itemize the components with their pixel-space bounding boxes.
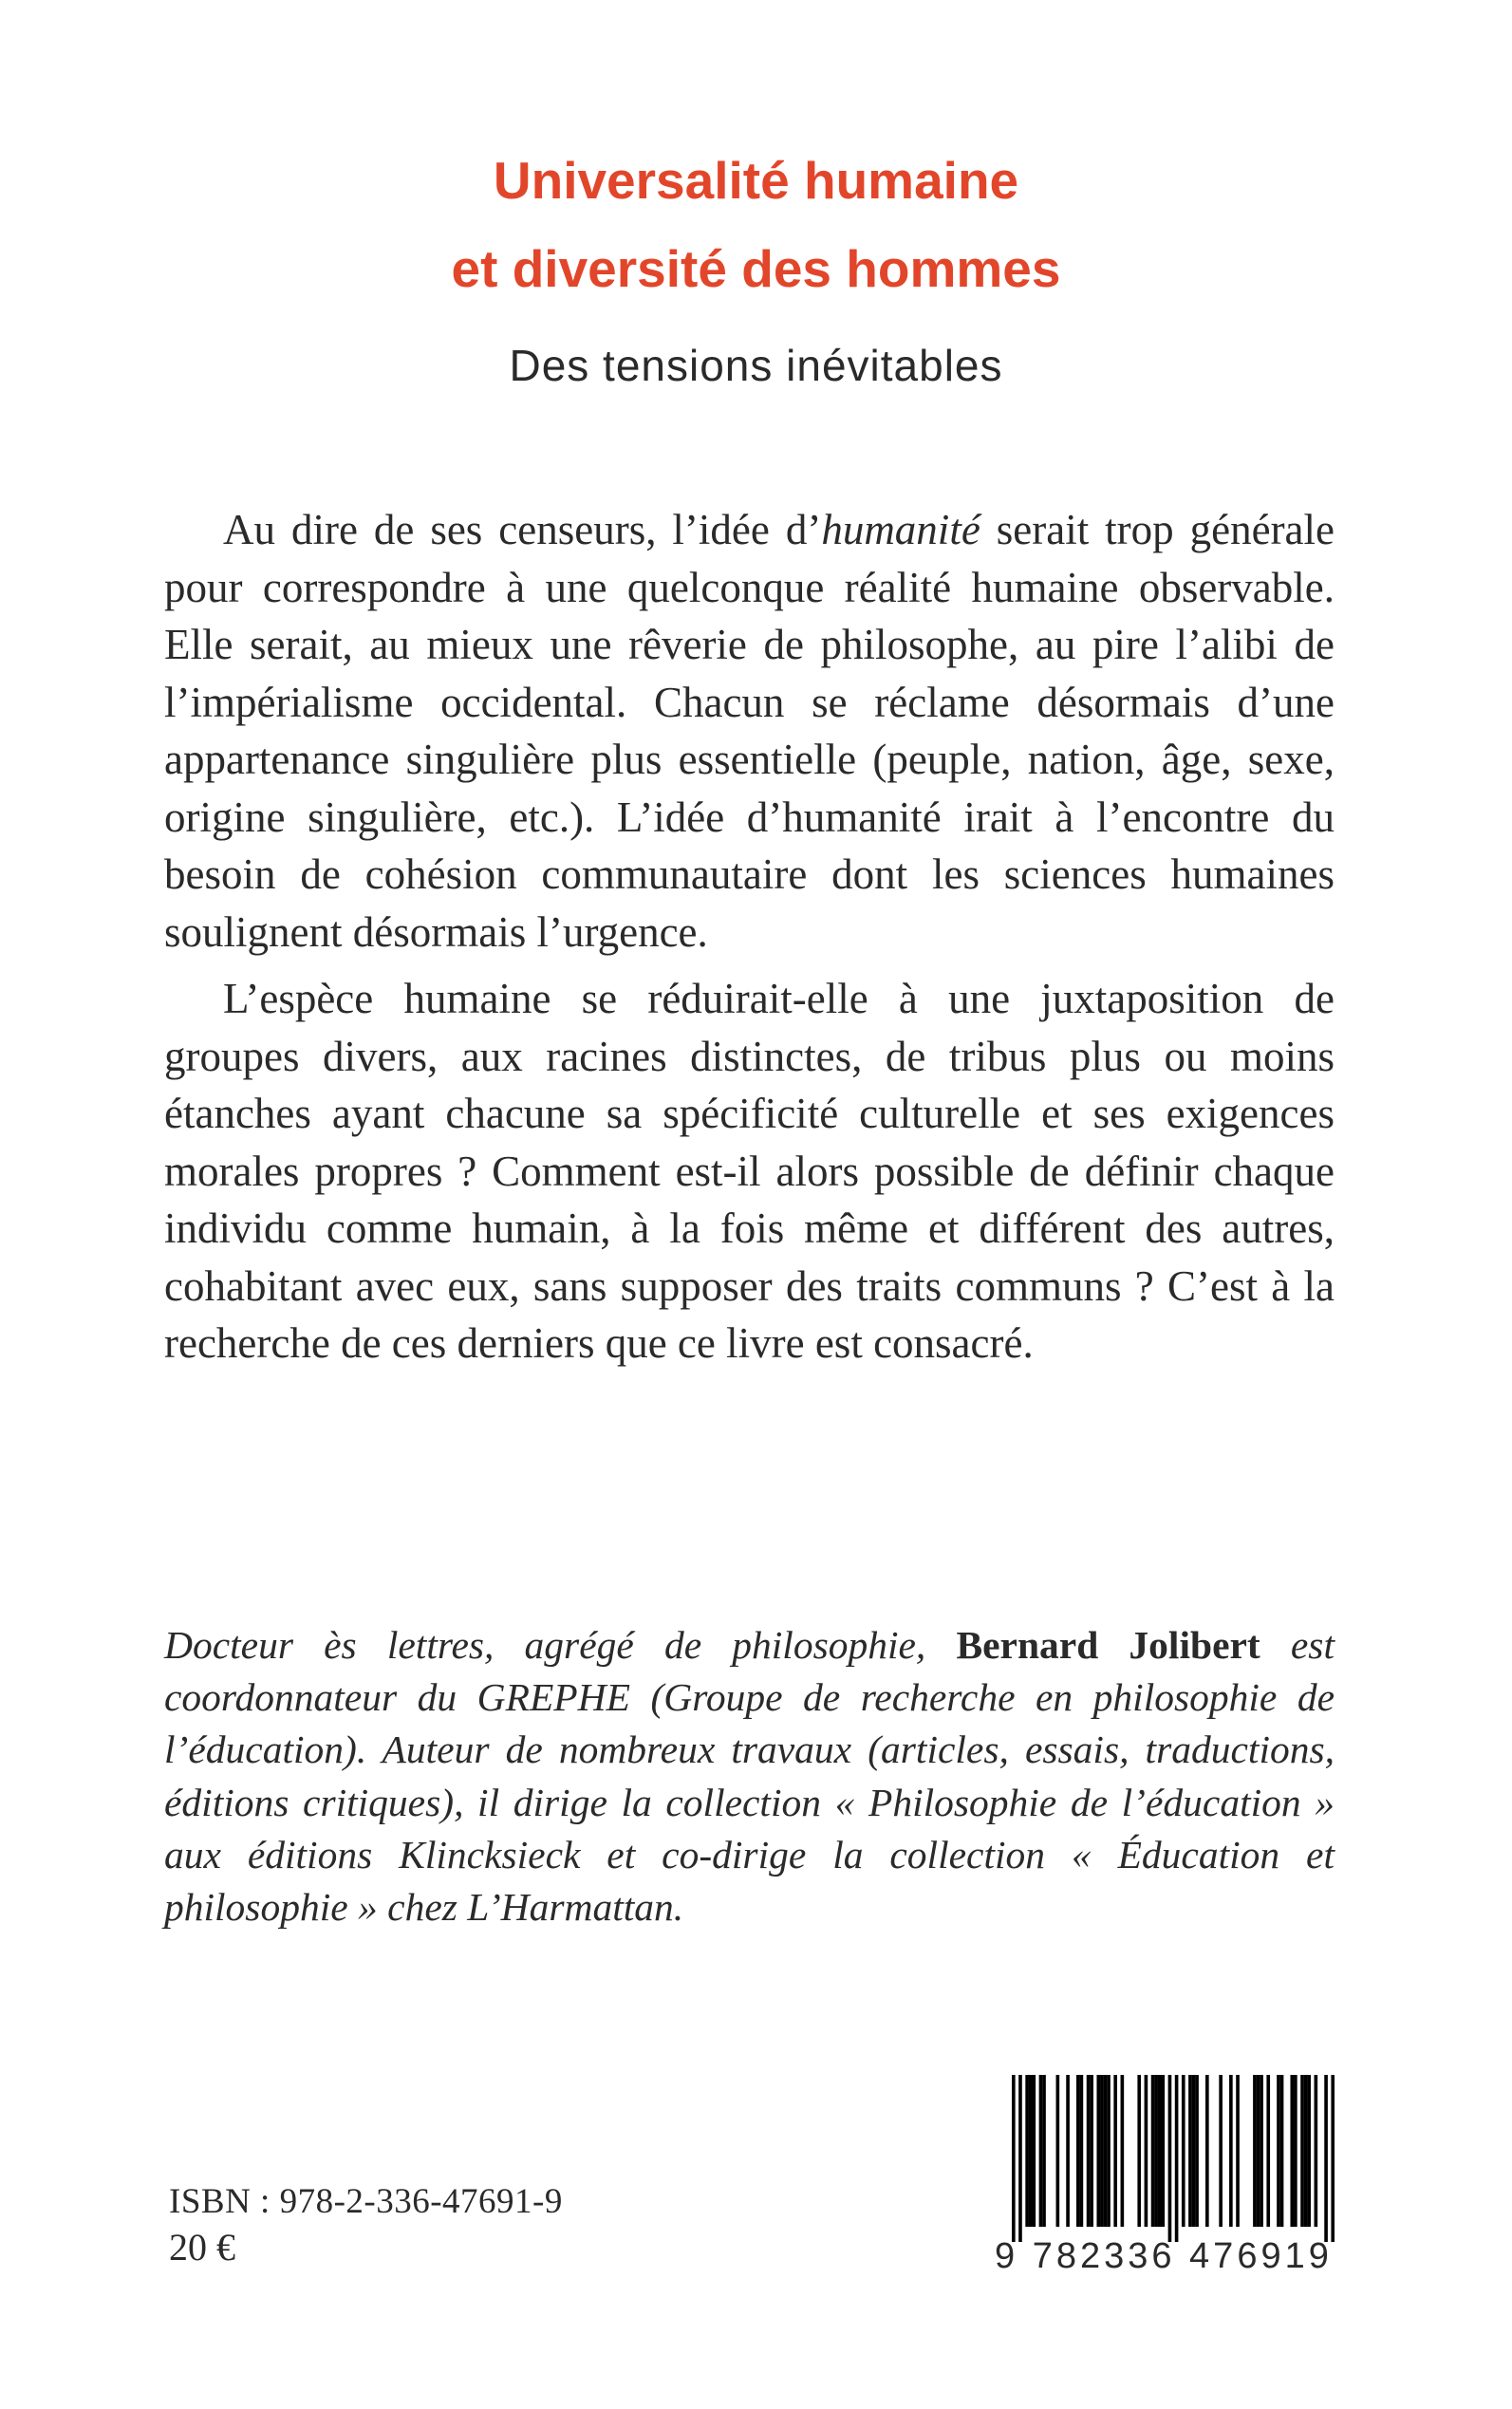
barcode-bar	[1260, 2075, 1263, 2227]
barcode-bar	[1307, 2075, 1311, 2227]
barcode-bar	[1158, 2075, 1162, 2227]
barcode-bar	[1025, 2075, 1029, 2227]
barcode-bar	[1300, 2075, 1304, 2227]
barcode-bar	[1087, 2075, 1091, 2227]
blurb-p1-emphasis: humanité	[821, 506, 980, 553]
blurb-paragraph-2: L’espèce humaine se réduirait-elle à une juxtaposition de groupes divers, aux racines distinctes, de tribus plus ou moins étanches ayant chacune sa spécificité culturelle et ses exigences morales propres ? Comment est-il alors possible de définir chaque individu comme humain, à la fois même et différent des autres, cohabitant avec eux, sans supposer des traits communs ? C’est à la recherche de ces derniers que ce livre est consacré.	[164, 975, 1335, 1367]
barcode-bar	[1188, 2075, 1192, 2227]
barcode-bar	[1253, 2075, 1257, 2227]
barcode-bar	[1096, 2075, 1100, 2227]
barcode-bar	[1280, 2075, 1284, 2227]
barcode-bar	[1175, 2075, 1179, 2242]
barcode-bar	[1137, 2075, 1141, 2227]
barcode-bar	[1080, 2075, 1084, 2227]
barcode-digits: 9 782336 476919	[995, 2236, 1333, 2276]
barcode-bar	[1195, 2075, 1199, 2227]
barcode-bar	[1192, 2075, 1196, 2227]
barcode-bar	[1113, 2075, 1117, 2227]
book-title-line-1: Universalité humaine	[493, 151, 1019, 210]
barcode-bar	[1154, 2075, 1158, 2227]
barcode-bar	[1145, 2075, 1148, 2227]
barcode-bar	[1229, 2075, 1233, 2227]
barcode-bar	[1066, 2075, 1070, 2227]
isbn-text: ISBN : 978-2-336-47691-9	[169, 2182, 563, 2221]
blurb-p1-part1: Au dire de ses censeurs, l’idée d’	[223, 506, 822, 553]
barcode-bar	[1121, 2075, 1125, 2227]
barcode-bar	[1257, 2075, 1260, 2227]
barcode-graphic	[1012, 2075, 1335, 2242]
author-bio	[164, 1619, 1335, 1933]
barcode-bar	[1151, 2075, 1155, 2227]
barcode-bar	[1012, 2075, 1016, 2242]
barcode-bar	[1266, 2075, 1270, 2227]
bio-rest: est coordonnateur du GREPHE (Groupe de recherche en philosophie de l’éducation). Auteur de nombreux travaux (articles, essais, traductions, éditions critiques), il dirige la collection « Philosophie de l’éducation » aux éditions Klincksieck et co-dirige la collection « Éducation et philosophie » chez L’Harmattan.	[164, 1623, 1335, 1930]
barcode-bar	[1039, 2075, 1043, 2227]
book-title-line-2: et diversité des hommes	[451, 239, 1061, 298]
barcode-bar	[1304, 2075, 1308, 2227]
barcode-bars	[1012, 2075, 1335, 2242]
book-subtitle: Des tensions inévitables	[509, 341, 1003, 390]
author-name: Bernard Jolibert	[956, 1623, 1260, 1667]
barcode-bar	[1236, 2075, 1240, 2227]
blurb-p1-part2: serait trop générale pour correspondre à une quelconque réalité humaine observable. Elle serait, au mieux une rêverie de philosophe, au pire l’alibi de l’impérialisme occidental. Chacun se réclame désormais d’une appartenance singulière plus essentielle (peuple, nation, âge, sexe, origine singulière, etc.). L’idée d’humanité irait à l’encontre du besoin de cohésion communautaire dont les sciences humaines soulignent désormais l’urgence.	[164, 506, 1335, 956]
barcode-bar	[1331, 2075, 1335, 2242]
bio-intro: Docteur ès lettres, agrégé de philosophie,	[164, 1623, 957, 1667]
barcode-bar	[1277, 2075, 1280, 2227]
barcode-bar	[1182, 2075, 1185, 2227]
barcode-bar	[1161, 2075, 1165, 2227]
barcode-bar	[1029, 2075, 1033, 2227]
barcode-bar	[1056, 2075, 1060, 2227]
barcode-bar	[1294, 2075, 1297, 2227]
barcode-bar	[1042, 2075, 1046, 2227]
barcode-bar	[1315, 2075, 1318, 2227]
price-text: 20 €	[169, 2226, 235, 2269]
barcode-bar	[1032, 2075, 1036, 2227]
barcode-bar	[1290, 2075, 1294, 2227]
barcode-bar	[1018, 2075, 1022, 2242]
barcode-bar	[1090, 2075, 1093, 2227]
barcode-bar	[1324, 2075, 1328, 2242]
blurb-paragraph-1	[164, 501, 1335, 961]
barcode-bar	[1219, 2075, 1223, 2227]
barcode-bar	[1107, 2075, 1111, 2227]
barcode-bar	[1100, 2075, 1104, 2227]
barcode-bar	[1104, 2075, 1108, 2227]
barcode-bar	[1205, 2075, 1209, 2227]
blurb	[164, 501, 1335, 1373]
barcode-bar	[1076, 2075, 1080, 2227]
barcode-bar	[1168, 2075, 1172, 2242]
